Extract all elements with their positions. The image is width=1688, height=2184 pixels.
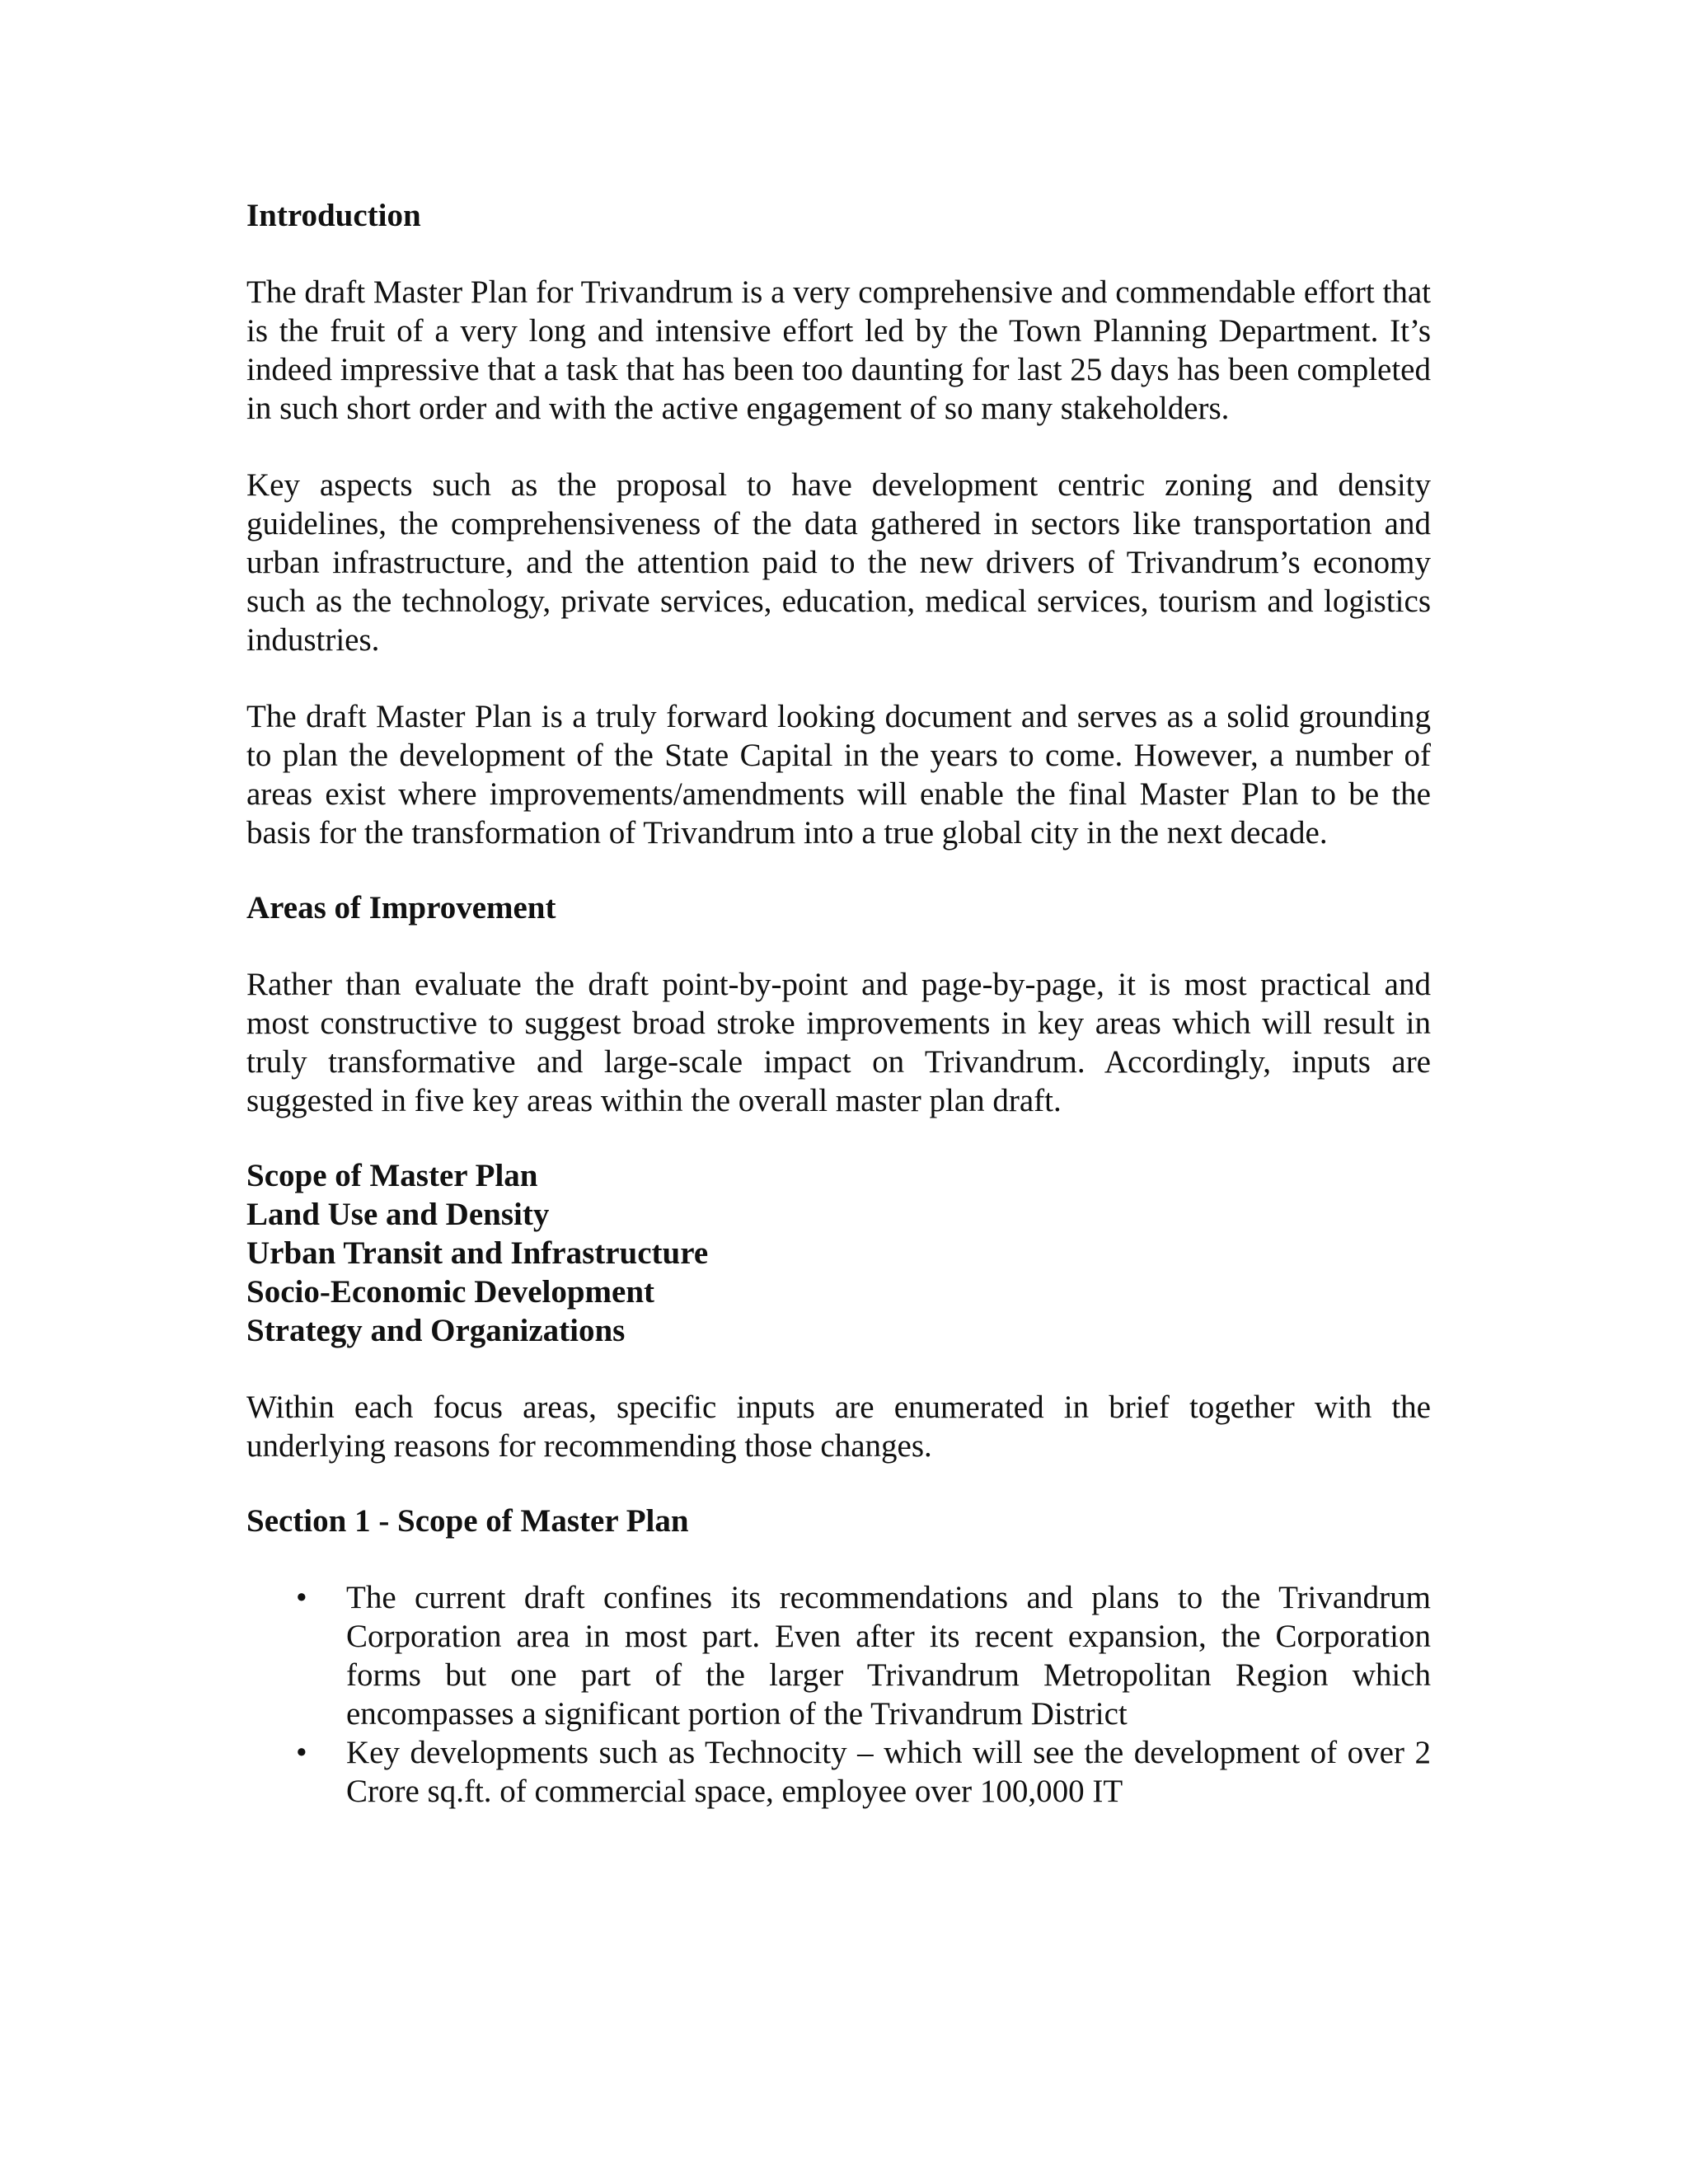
introduction-paragraph-3: The draft Master Plan is a truly forward looking document and serves as a solid grounding to plan the development of the State Capital in the years to come. However, a number of areas exist where improvements/amendments will enable the final Master Plan to be the basis for the transformation of Trivandrum into a true global city in the next decade. xyxy=(246,699,1431,851)
bullet-icon: • xyxy=(296,1735,307,1770)
focus-areas-closing-paragraph: Within each focus areas, specific inputs are enumerated in brief together with the underlying reasons for recommending those changes. xyxy=(246,1390,1431,1464)
introduction-heading: Introduction xyxy=(246,198,421,233)
focus-area-scope: Scope of Master Plan xyxy=(246,1158,538,1193)
areas-of-improvement-paragraph: Rather than evaluate the draft point-by-point and page-by-page, it is most practical and most constructive to suggest broad stroke improvements in key areas which will result in truly transformative and large-scale impact on Trivandrum. Accordingly, inputs are suggested in five key areas within the overall master plan draft. xyxy=(246,967,1431,1118)
section-1-bullet-list xyxy=(246,1578,1431,1811)
introduction-paragraph-1: The draft Master Plan for Trivandrum is a very comprehensive and commendable effort that is the fruit of a very long and intensive effort led by the Town Planning Department. It’s indeed impressive that a task that has been too daunting for last 25 days has been completed in such short order and with the active engagement of so many stakeholders. xyxy=(246,274,1431,426)
introduction-paragraph-2: Key aspects such as the proposal to have development centric zoning and density guidelines, the comprehensiveness of the data gathered in sectors like transportation and urban infrastructure, and the attention paid to the new drivers of Trivandrum’s economy such as the technology, private services, education, medical services, tourism and logistics industries. xyxy=(246,467,1431,658)
focus-area-strategy: Strategy and Organizations xyxy=(246,1313,626,1348)
focus-area-land-use: Land Use and Density xyxy=(246,1197,550,1232)
section-1-bullet-text: The current draft confines its recommendations and plans to the Trivandrum Corporation area in most part. Even after its recent expansion, the Corporation forms but one part of the larger Trivandrum Metropolitan Region which encompasses a significant portion of the Trivandrum District xyxy=(346,1580,1431,1732)
section-1-heading: Section 1 - Scope of Master Plan xyxy=(246,1503,689,1539)
section-1-bullet-item xyxy=(246,1578,1431,1733)
focus-areas-list xyxy=(246,1156,1431,1350)
section-1-bullet-item xyxy=(246,1733,1431,1811)
bullet-icon: • xyxy=(296,1580,307,1615)
focus-area-urban-transit: Urban Transit and Infrastructure xyxy=(246,1235,709,1271)
focus-area-socio-economic: Socio-Economic Development xyxy=(246,1274,655,1310)
section-1-bullet-text: Key developments such as Technocity – which will see the development of over 2 Crore sq.ft. of commercial space, employee over 100,000 IT xyxy=(346,1735,1431,1809)
document-content xyxy=(246,196,1431,1811)
areas-of-improvement-heading: Areas of Improvement xyxy=(246,890,556,926)
